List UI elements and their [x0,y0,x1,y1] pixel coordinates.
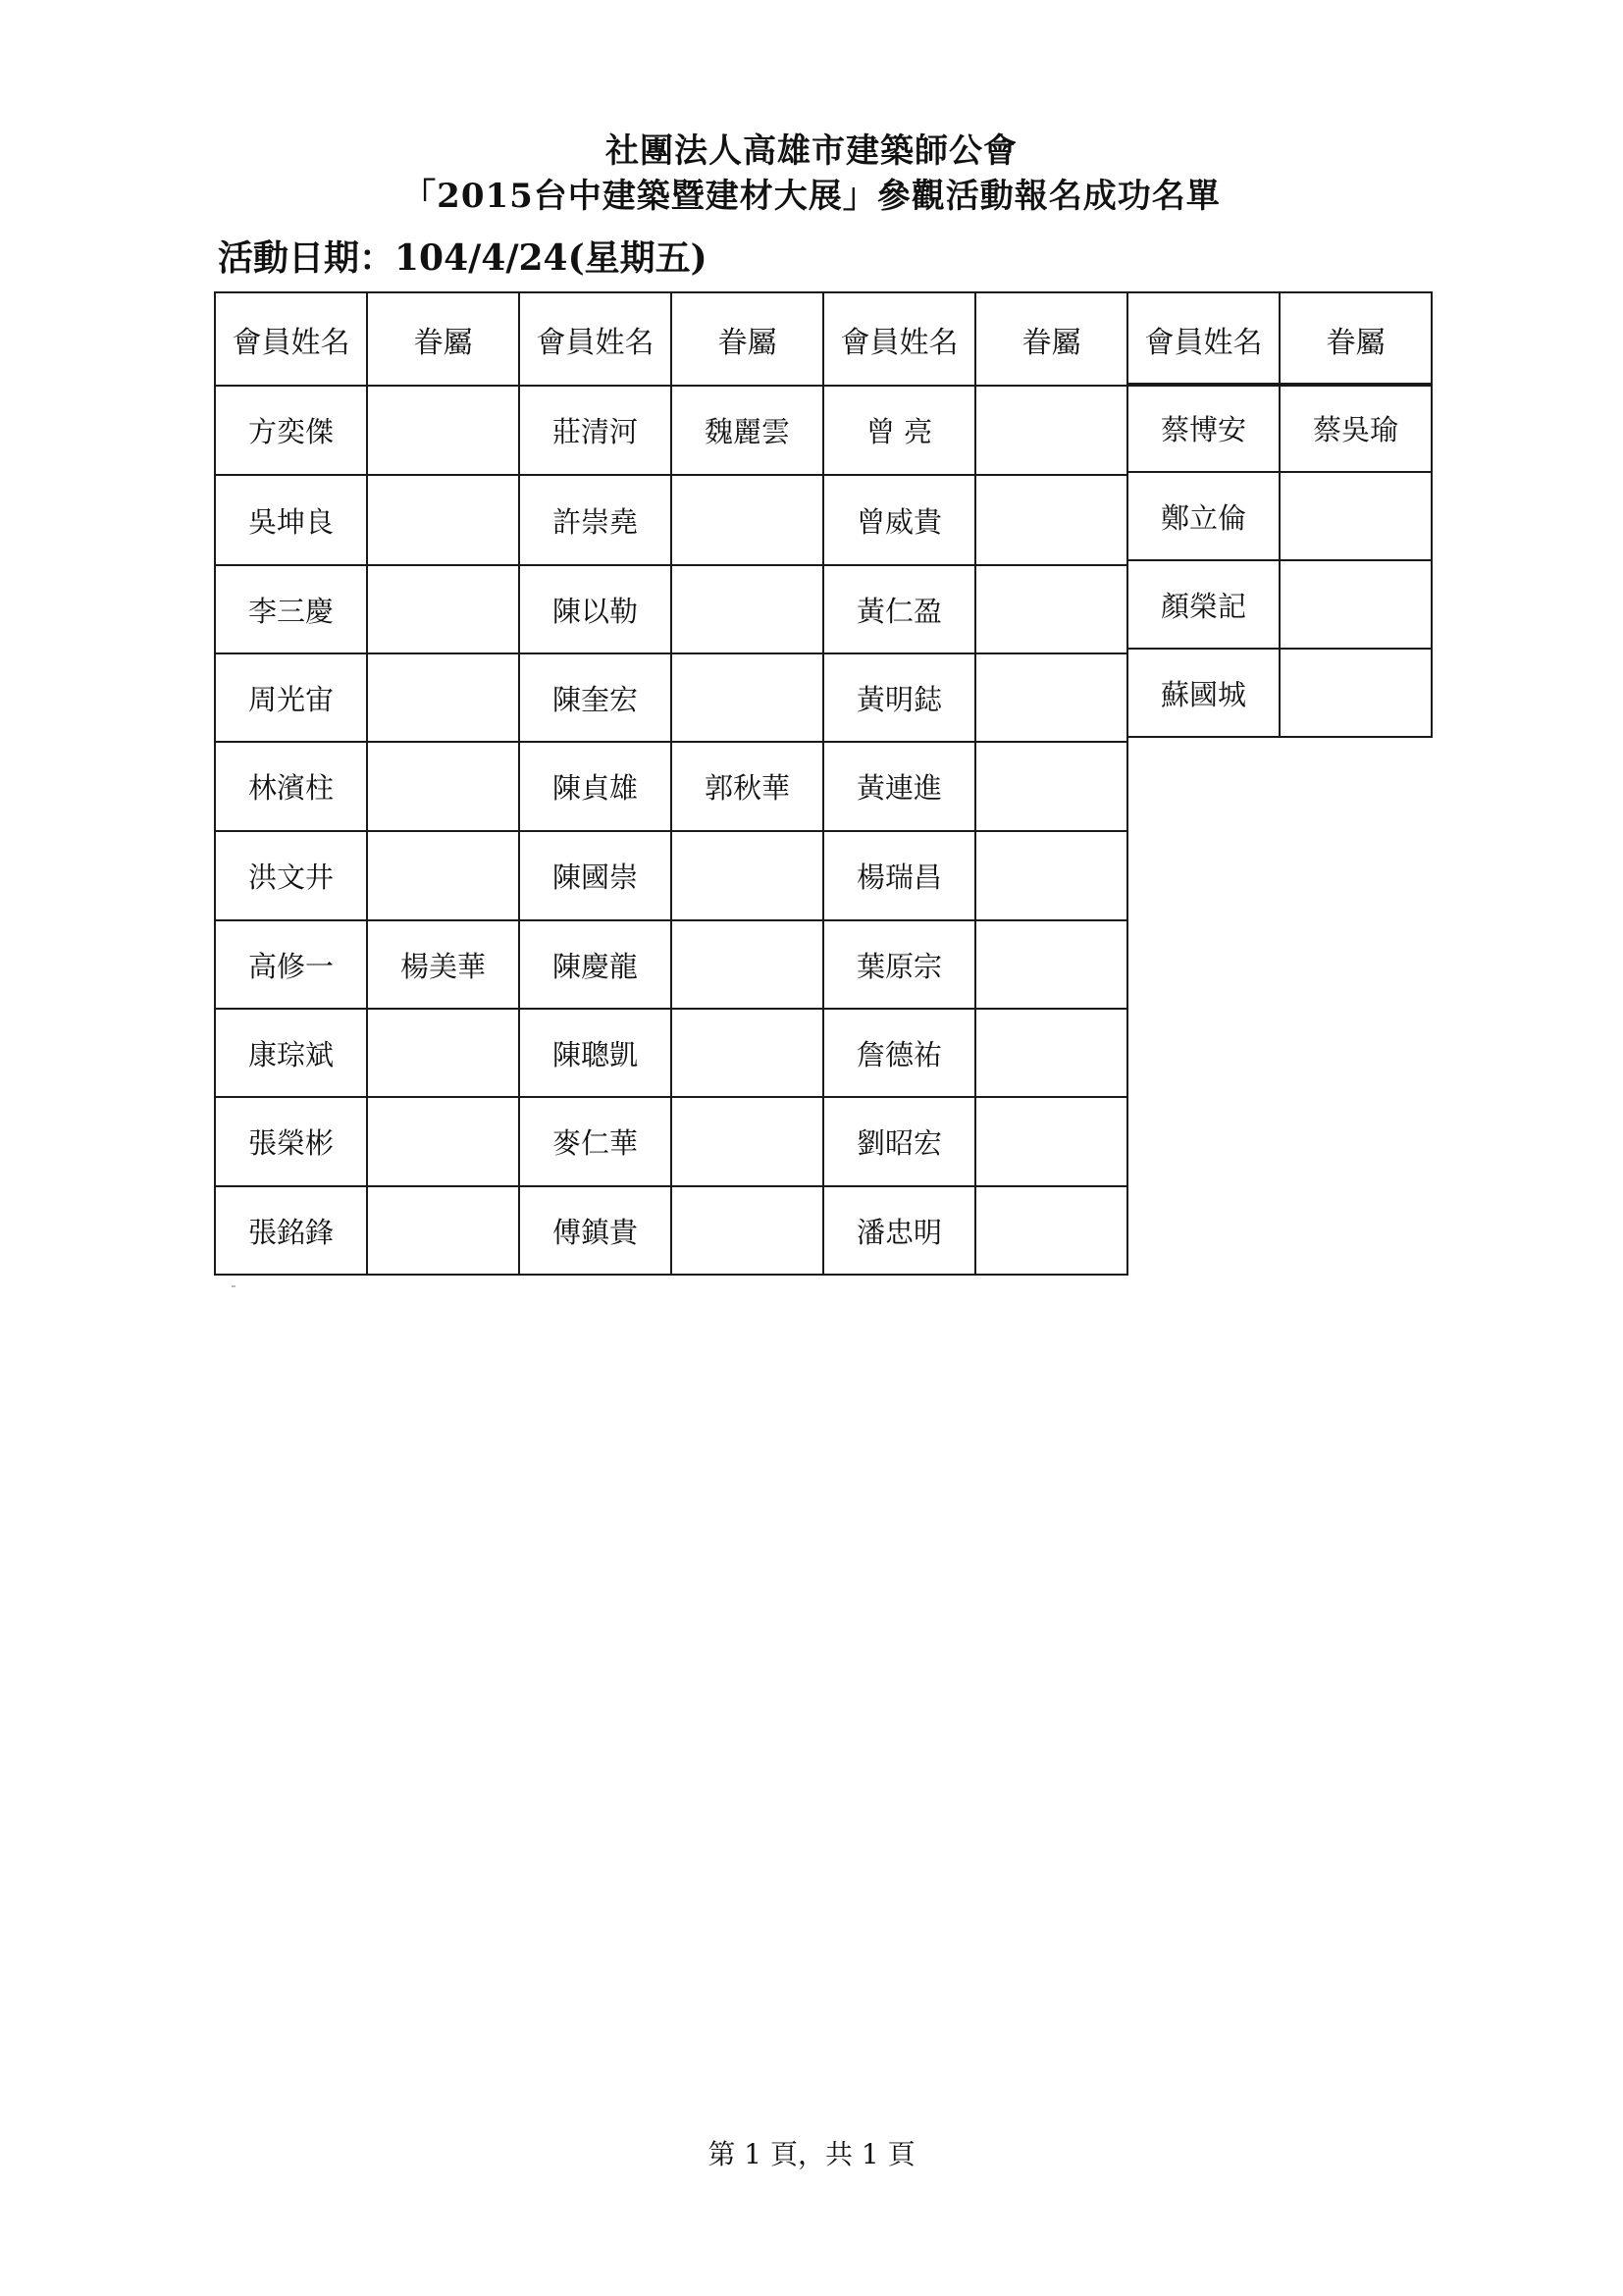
family-member-cell [974,652,1128,743]
document-title: 社團法人高雄市建築師公會 [605,131,1018,171]
page-footer: 第 1 頁，共 1 頁 [707,2138,916,2170]
member-name-cell: 陳國崇 [518,830,672,921]
member-name-cell: 楊瑞昌 [822,830,976,921]
header-family: 眷屬 [974,291,1128,387]
family-member-cell [670,652,824,743]
member-name-cell: 曾威貴 [822,474,976,566]
family-member-cell [366,830,520,921]
member-name-cell: 陳貞雄 [518,741,672,832]
family-member-cell [670,1096,824,1187]
family-member-cell [974,919,1128,1010]
family-member-cell [366,1008,520,1098]
member-name-cell: 蘇國城 [1126,648,1281,738]
member-name-cell: 葉原宗 [822,919,976,1010]
member-name-cell: 陳以勒 [518,564,672,654]
family-member-cell [974,564,1128,654]
member-name-cell: 劉昭宏 [822,1096,976,1187]
member-name-cell: 李三慶 [214,564,368,654]
member-name-cell: 顏榮記 [1126,559,1281,650]
family-member-cell [670,1185,824,1276]
family-member-cell: 楊美華 [366,919,520,1010]
family-member-cell [974,1185,1128,1276]
family-member-cell [974,741,1128,832]
member-name-cell: 陳慶龍 [518,919,672,1010]
header-family: 眷屬 [366,291,520,387]
header-member-name: 會員姓名 [518,291,672,387]
member-name-cell: 黃明鋕 [822,652,976,743]
family-member-cell [670,1008,824,1098]
family-member-cell [974,830,1128,921]
member-name-cell: 鄭立倫 [1126,471,1281,561]
family-member-cell [974,1096,1128,1187]
family-member-cell [366,1096,520,1187]
member-name-cell: 麥仁華 [518,1096,672,1187]
family-member-cell [1279,559,1433,650]
family-member-cell [670,564,824,654]
family-member-cell: 蔡吳瑜 [1279,383,1433,473]
document-subtitle: 「2015台中建築暨建材大展」參觀活動報名成功名單 [402,177,1221,216]
activity-date: 活動日期：104/4/24(星期五) [218,237,707,279]
family-member-cell [366,385,520,476]
member-name-cell: 高修一 [214,919,368,1010]
family-member-cell [366,474,520,566]
member-name-cell: 陳聰凱 [518,1008,672,1098]
family-member-cell [366,741,520,832]
member-name-cell: 潘忠明 [822,1185,976,1276]
header-family: 眷屬 [1279,291,1433,387]
header-member-name: 會員姓名 [822,291,976,387]
member-name-cell: 許崇堯 [518,474,672,566]
family-member-cell [1279,471,1433,561]
family-member-cell [366,564,520,654]
scan-speck [232,1285,236,1287]
member-name-cell: 洪文井 [214,830,368,921]
member-name-cell: 曾 亮 [822,385,976,476]
family-member-cell [974,1008,1128,1098]
member-name-cell: 周光宙 [214,652,368,743]
member-name-cell: 康琮斌 [214,1008,368,1098]
member-name-cell: 蔡博安 [1126,383,1281,473]
member-name-cell: 黃仁盈 [822,564,976,654]
family-member-cell [670,919,824,1010]
family-member-cell [974,385,1128,476]
header-family: 眷屬 [670,291,824,387]
family-member-cell [366,1185,520,1276]
header-member-name: 會員姓名 [214,291,368,387]
family-member-cell [366,652,520,743]
header-member-name: 會員姓名 [1126,291,1281,387]
member-name-cell: 詹德祐 [822,1008,976,1098]
family-member-cell [974,474,1128,566]
family-member-cell: 郭秋華 [670,741,824,832]
family-member-cell [670,830,824,921]
member-name-cell: 張銘鋒 [214,1185,368,1276]
member-name-cell: 傅鎮貴 [518,1185,672,1276]
member-name-cell: 林濱柱 [214,741,368,832]
member-name-cell: 張榮彬 [214,1096,368,1187]
member-name-cell: 吳坤良 [214,474,368,566]
member-name-cell: 莊清河 [518,385,672,476]
member-name-cell: 黃連進 [822,741,976,832]
family-member-cell [670,474,824,566]
member-name-cell: 方奕傑 [214,385,368,476]
family-member-cell [1279,648,1433,738]
family-member-cell: 魏麗雲 [670,385,824,476]
member-name-cell: 陳奎宏 [518,652,672,743]
